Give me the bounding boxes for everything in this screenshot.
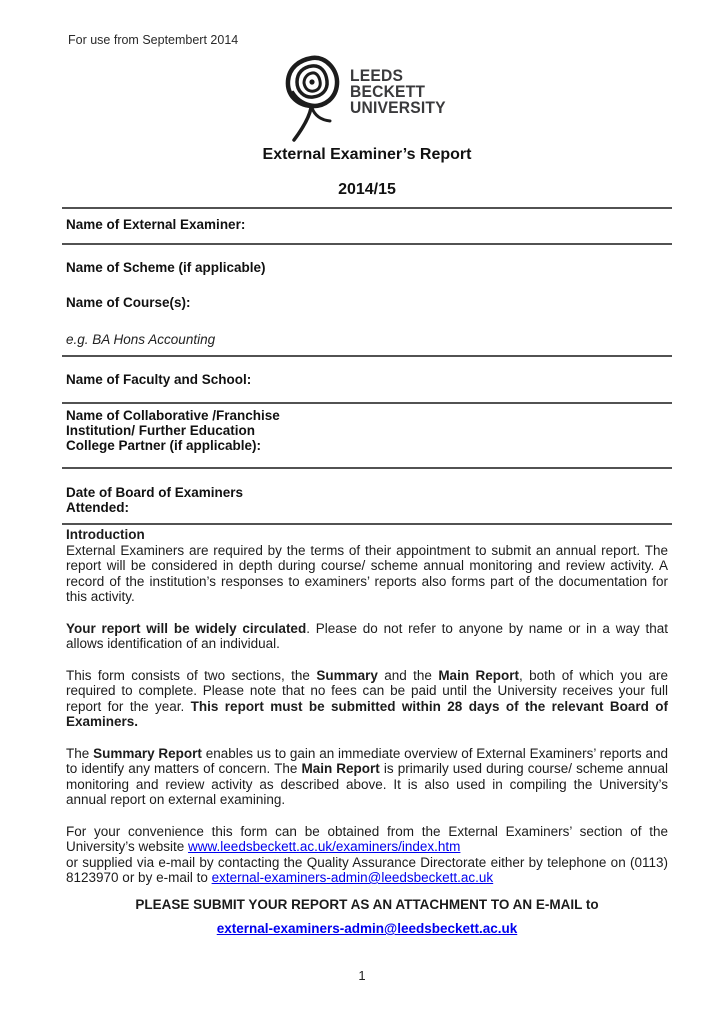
text-segment: This form consists of two sections, the [66, 667, 317, 683]
field-label: Name of External Examiner: [66, 217, 246, 232]
university-logo [281, 52, 454, 144]
field-example-text: e.g. BA Hons Accounting [66, 332, 216, 347]
text-segment: This report must be submitted within 28 days of the relevant Board of Examiners. [66, 698, 668, 729]
document-title: External Examiner’s Report [262, 146, 472, 163]
text-segment: , both of which you are required to complete. Please note that no fees can be paid until the University receives your full report for the year. [66, 667, 668, 714]
text-segment: Your report will be widely circulated [66, 620, 307, 636]
header-note: For use from Septembert 2014 [68, 33, 239, 47]
university-wordmark [350, 68, 446, 116]
submit-email-link[interactable]: external-examiners-admin@leedsbeckett.ac.uk [216, 921, 518, 936]
wordmark-line: LEEDS [350, 66, 404, 85]
text-segment: The [66, 745, 94, 761]
text-segment: or supplied via e-mail by contacting the Quality Assurance Directorate either by telephone on (0113) 8123970 or by e-mail to [66, 854, 668, 885]
text-segment: Main Report [438, 667, 519, 683]
hyperlink[interactable]: www.leedsbeckett.ac.uk/examiners/index.htm [188, 839, 461, 854]
text-segment: and the [377, 667, 439, 683]
field-label: Name of Course(s): [66, 295, 191, 310]
field-label: Attended: [66, 500, 129, 515]
document-body [62, 146, 672, 937]
academic-year: 2014/15 [338, 181, 396, 198]
hyperlink[interactable]: external-examiners-admin@leedsbeckett.ac.uk [211, 870, 494, 885]
rose-icon [281, 52, 343, 144]
paragraph-intro [66, 543, 668, 605]
wordmark-line: UNIVERSITY [350, 98, 446, 117]
paragraph-obtain-form [66, 824, 668, 886]
field-row-board-date [62, 469, 672, 523]
introduction-heading: Introduction [66, 527, 145, 542]
paragraph-summary-main [66, 746, 668, 808]
text-segment: is primarily used during course/ scheme annual monitoring and review activity as described above. It is also used in compiling the University’s annual report on external examining. [66, 761, 669, 807]
text-segment: Summary Report [93, 745, 202, 761]
divider [62, 523, 672, 525]
paragraph-two-sections [66, 668, 668, 730]
field-label: Date of Board of Examiners [66, 485, 244, 500]
field-row-faculty [62, 357, 672, 402]
page-number: 1 [358, 968, 366, 983]
field-label: Name of Scheme (if applicable) [66, 260, 266, 275]
divider [62, 243, 672, 245]
text-segment: Main Report [301, 761, 380, 776]
field-label: Institution/ Further Education [66, 423, 255, 438]
paragraph-circulated [66, 621, 668, 652]
field-row-scheme-course [62, 260, 672, 355]
field-label: College Partner (if applicable): [66, 438, 262, 453]
submit-instruction: PLEASE SUBMIT YOUR REPORT AS AN ATTACHMENT TO AN E-MAIL to [135, 896, 599, 912]
text-segment: External Examiners are required by the terms of their appointment to submit an annual report. The report will be considered in depth during course/ scheme annual monitoring and review activity. A record of the institution’s responses to examiners’ reports also forms part of the documentation for this activity. [66, 542, 668, 604]
field-row-external-examiner [62, 209, 672, 243]
introduction-section [62, 527, 672, 937]
text-segment: Summary [316, 667, 378, 683]
text-segment: . Please do not refer to anyone by name or in a way that allows identification of an individual. [66, 620, 669, 651]
field-row-collaborative [62, 404, 672, 467]
text-segment: enables us to gain an immediate overview of External Examiners’ reports and to identify any matters of concern. The [66, 745, 668, 776]
field-label: Name of Collaborative /Franchise [66, 408, 280, 423]
text-segment: For your convenience this form can be obtained from the External Examiners’ section of the University’s website [66, 823, 668, 854]
field-label: Name of Faculty and School: [66, 372, 252, 387]
wordmark-line: BECKETT [350, 82, 426, 101]
